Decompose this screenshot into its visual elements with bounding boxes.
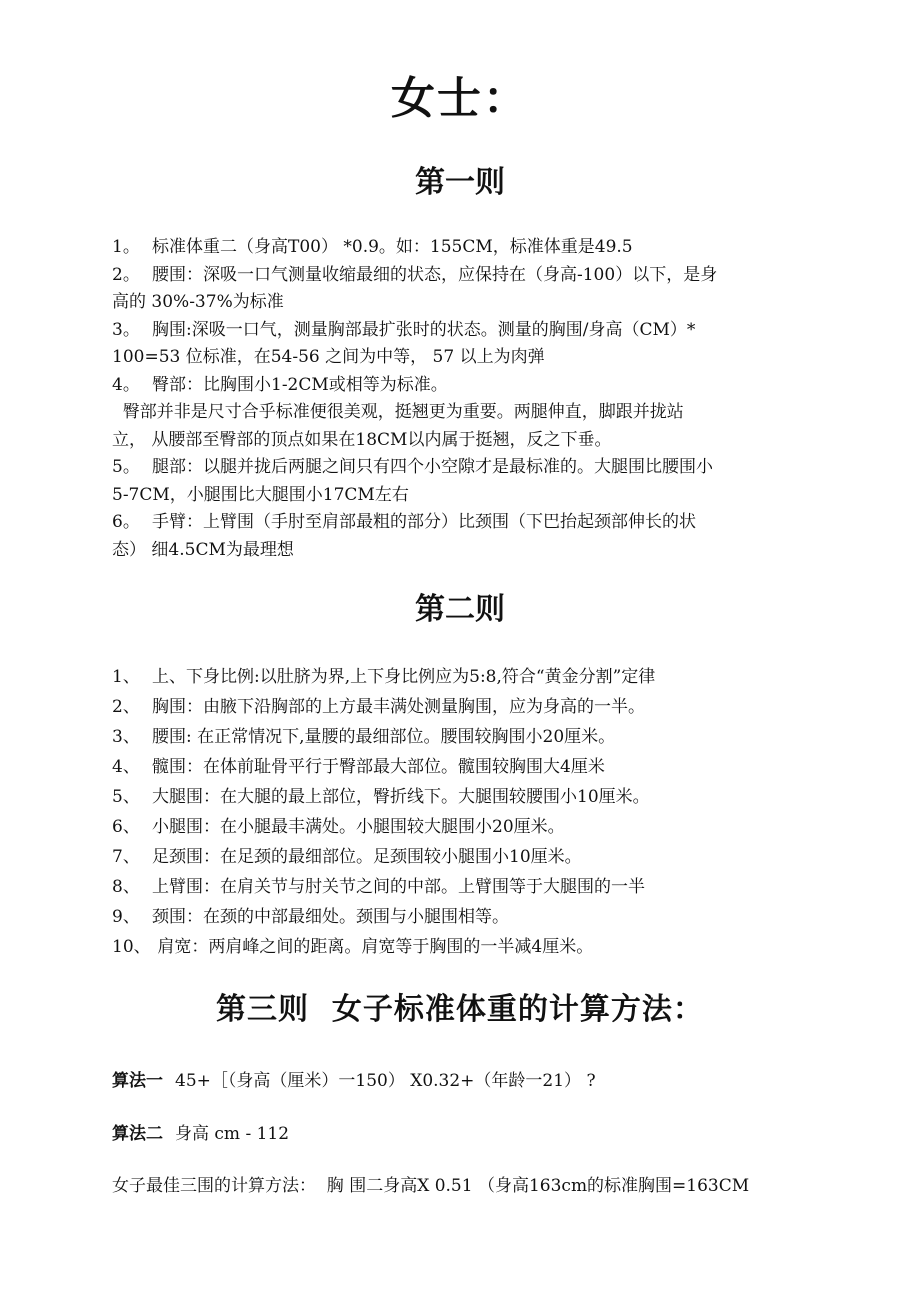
item-text: 髋围：在体前耻骨平行于臀部最大部位。髋围较胸围大4厘米 xyxy=(152,757,605,777)
item-text: 腿部：以腿并拢后两腿之间只有四个小空隙才是最标准的。大腿围比腰围小 xyxy=(152,457,713,477)
section2-heading: 第二则 xyxy=(415,592,505,627)
section1-line xyxy=(112,482,812,510)
section1-line xyxy=(112,372,812,400)
item-text: 胸围:深吸一口气，测量胸部最扩张时的状态。测量的胸围/身高（CM）* xyxy=(152,319,696,340)
item-number: 5。 xyxy=(112,457,140,477)
section1-heading: 第一则 xyxy=(415,165,505,200)
section1-line xyxy=(112,399,812,427)
section1-line xyxy=(112,427,812,455)
item-number: 6、 xyxy=(112,817,140,837)
section2-line xyxy=(112,782,812,812)
item-number: 4。 xyxy=(112,374,140,395)
section2-line xyxy=(112,902,812,932)
section1-line xyxy=(112,509,812,537)
item-text: 高的 30%-37%为标准 xyxy=(112,292,284,312)
section1-line xyxy=(112,289,812,317)
item-number: 2、 xyxy=(112,697,140,717)
item-text: 100=53 位标准，在54-56 之间为中等， 57 以上为肉弹 xyxy=(112,347,545,367)
item-text: 肩宽：两肩峰之间的距离。肩宽等于胸围的一半减4厘米。 xyxy=(152,937,594,957)
item-number: 4、 xyxy=(112,757,140,777)
formula-text: 45+［（身高（厘米）一150） X0.32+（年龄一21） ? xyxy=(175,1071,596,1091)
item-text: 臀部：比胸围小1-2CM或相等为标准。 xyxy=(152,374,448,395)
formula-one xyxy=(112,1066,596,1091)
item-number: 3、 xyxy=(112,727,140,747)
formula-label: 算法一 xyxy=(112,1071,163,1091)
item-text: 大腿围：在大腿的最上部位，臀折线下。大腿围较腰围小10厘米。 xyxy=(152,787,650,807)
section1-line xyxy=(112,537,812,565)
section3-heading: 第三则 女子标准体重的计算方法： xyxy=(216,992,704,1027)
section1-line xyxy=(112,344,812,372)
item-number: 8、 xyxy=(112,877,140,897)
section1-body xyxy=(112,234,812,564)
section1-line xyxy=(112,317,812,345)
item-number: 7、 xyxy=(112,847,140,867)
item-text: 态） 细4.5CM为最理想 xyxy=(112,539,294,560)
section2-line xyxy=(112,722,812,752)
section2-line xyxy=(112,662,812,692)
item-number: 3。 xyxy=(112,319,140,340)
item-number: 1。 xyxy=(112,237,140,257)
item-text: 上、下身比例:以肚脐为界,上下身比例应为5:8,符合“黄金分割”定律 xyxy=(152,667,656,687)
section2-line xyxy=(112,812,812,842)
measurement-formula xyxy=(112,1171,749,1196)
section2-line xyxy=(112,932,812,962)
item-text: 小腿围：在小腿最丰满处。小腿围较大腿围小20厘米。 xyxy=(152,817,565,837)
section2-line xyxy=(112,872,812,902)
item-text: 上臂围：在肩关节与肘关节之间的中部。上臂围等于大腿围的一半 xyxy=(152,877,645,897)
item-text: 足颈围：在足颈的最细部位。足颈围较小腿围小10厘米。 xyxy=(152,847,582,867)
item-text: 腰围：深吸一口气测量收缩最细的状态，应保持在（身高-100）以下，是身 xyxy=(152,264,718,285)
item-number: 9、 xyxy=(112,907,140,927)
item-text: 手臂：上臂围（手肘至肩部最粗的部分）比颈围（下巴抬起颈部伸长的状 xyxy=(152,512,696,532)
section2-line xyxy=(112,752,812,782)
section2-line xyxy=(112,842,812,872)
item-number: 1、 xyxy=(112,667,140,687)
section1-line xyxy=(112,234,812,262)
item-text: 腰围: 在正常情况下,量腰的最细部位。腰围较胸围小20厘米。 xyxy=(152,727,616,747)
formula-two xyxy=(112,1119,289,1144)
item-number: 2。 xyxy=(112,264,140,285)
item-number: 6。 xyxy=(112,512,140,532)
item-number: 5、 xyxy=(112,787,140,807)
formula-label: 算法二 xyxy=(112,1124,163,1144)
item-text: 胸围：由腋下沿胸部的上方最丰满处测量胸围，应为身高的一半。 xyxy=(152,697,645,717)
section2-line xyxy=(112,692,812,722)
item-text: 5-7CM，小腿围比大腿围小17CM左右 xyxy=(112,484,409,505)
section1-line xyxy=(112,454,812,482)
item-text: 颈围：在颈的中部最细处。颈围与小腿围相等。 xyxy=(152,907,509,927)
formula-text: 身高 cm - 112 xyxy=(175,1124,290,1144)
item-text: 臀部并非是尺寸合乎标准便很美观，挺翘更为重要。两腿伸直，脚跟并拢站 xyxy=(112,402,684,422)
page-title: 女士： xyxy=(391,73,529,124)
item-number: 10、 xyxy=(112,937,151,957)
section1-line xyxy=(112,262,812,290)
formula-text: 女子最佳三围的计算方法： 胸 围二身高X 0.51 （身高163cm的标准胸围=163CM xyxy=(112,1176,750,1196)
section2-body xyxy=(112,662,812,962)
item-text: 标准体重二（身高T00） *0.9。如：155CM，标准体重是49.5 xyxy=(152,237,633,257)
item-text: 立， 从腰部至臀部的顶点如果在18CM以内属于挺翘，反之下垂。 xyxy=(112,429,612,450)
